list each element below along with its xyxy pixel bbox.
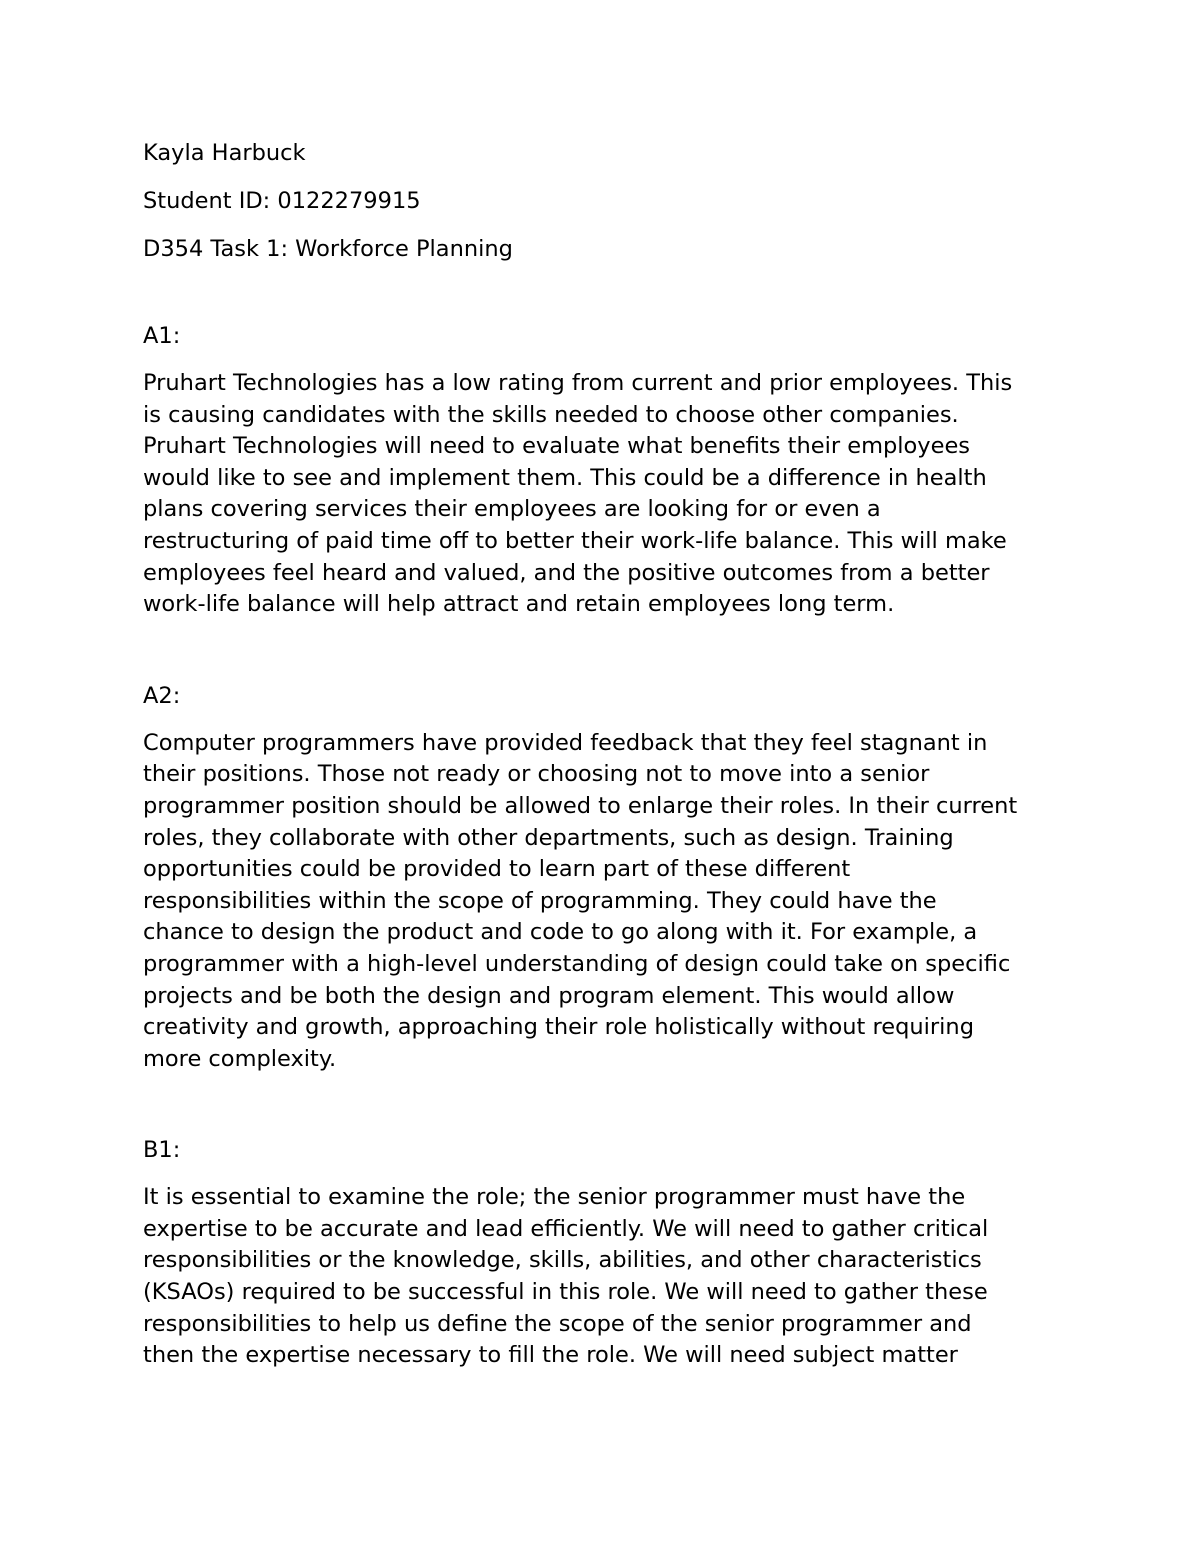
paragraph-line: programmer with a high-level understanding of design could take on specific (143, 950, 1011, 977)
paragraph-line: Pruhart Technologies has a low rating from current and prior employees. This (143, 370, 1013, 396)
task-title: D354 Task 1: Workforce Planning (143, 236, 513, 262)
header-spacer (143, 282, 1073, 321)
section-gap (143, 621, 1073, 681)
student-id: Student ID: 0122279915 (143, 188, 421, 214)
paragraph-line: is causing candidates with the skills needed to choose other companies. (143, 401, 959, 428)
section-paragraph-a1 (143, 368, 1073, 621)
paragraph-line: programmer position should be allowed to enlarge their roles. In their current (143, 792, 1018, 819)
section-paragraph-b1 (143, 1182, 1073, 1372)
paragraph-line: expertise to be accurate and lead efficiently. We will need to gather critical (143, 1215, 989, 1242)
paragraph-line: then the expertise necessary to fill the role. We will need subject matter (143, 1342, 958, 1369)
document-body (143, 138, 1073, 1372)
paragraph-line: opportunities could be provided to learn part of these different (143, 856, 851, 883)
section-label-b1: B1: (143, 1137, 181, 1164)
paragraph-line: would like to see and implement them. This could be a difference in health (143, 464, 987, 491)
paragraph-line: Pruhart Technologies will need to evaluate what benefits their employees (143, 433, 971, 460)
paragraph-line: plans covering services their employees are looking for or even a (143, 496, 881, 523)
paragraph-line: It is essential to examine the role; the senior programmer must have the (143, 1184, 966, 1211)
paragraph-line: employees feel heard and valued, and the positive outcomes from a better (143, 559, 990, 586)
paragraph-line: more complexity. (143, 1045, 337, 1072)
section-label-a1: A1: (143, 323, 181, 349)
section-paragraph-a2 (143, 728, 1073, 1076)
paragraph-line: responsibilities or the knowledge, skills, abilities, and other characteristics (143, 1247, 982, 1274)
paragraph-line: restructuring of paid time off to better their work-life balance. This will make (143, 527, 1007, 554)
paragraph-line: responsibilities within the scope of programming. They could have the (143, 887, 937, 914)
paragraph-line: responsibilities to help us define the scope of the senior programmer and (143, 1310, 972, 1337)
paragraph-line: roles, they collaborate with other departments, such as design. Training (143, 824, 954, 851)
paragraph-line: their positions. Those not ready or choosing not to move into a senior (143, 761, 930, 788)
paragraph-line: creativity and growth, approaching their role holistically without requiring (143, 1014, 974, 1041)
section-gap (143, 1075, 1073, 1135)
paragraph-line: work-life balance will help attract and retain employees long term. (143, 591, 895, 618)
paragraph-line: (KSAOs) required to be successful in this role. We will need to gather these (143, 1279, 988, 1306)
paragraph-line: chance to design the product and code to go along with it. For example, a (143, 919, 978, 946)
section-label-a2: A2: (143, 682, 181, 709)
paragraph-line: projects and be both the design and program element. This would allow (143, 982, 955, 1009)
paragraph-line: Computer programmers have provided feedback that they feel stagnant in (143, 729, 988, 756)
author-name: Kayla Harbuck (143, 140, 306, 166)
